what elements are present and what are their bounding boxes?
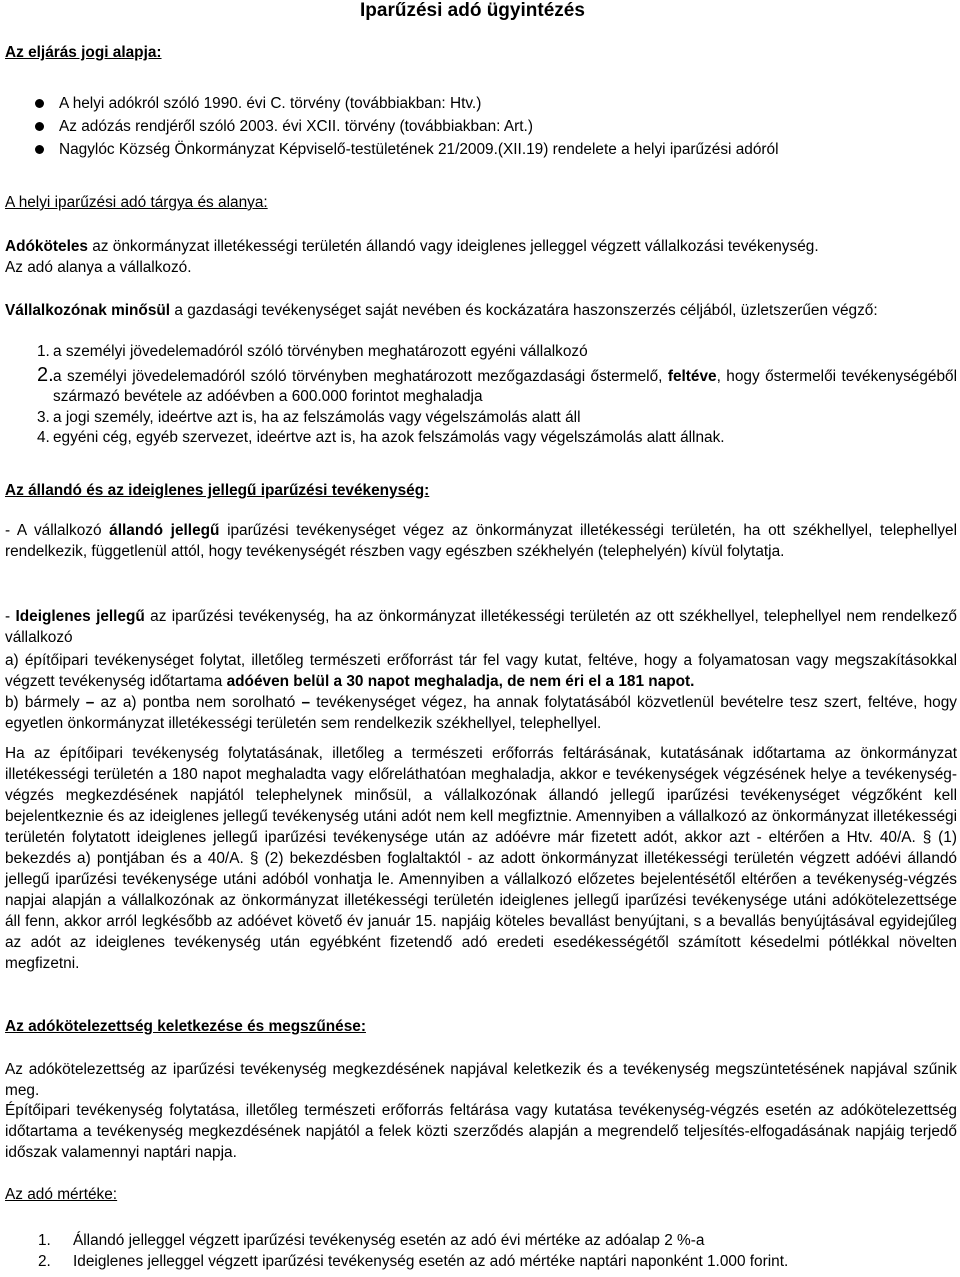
- point-b-paragraph: [5, 692, 957, 734]
- item-text: egyéni cég, egyéb szervezet, ideértve azt is, ha azok felszámolás vagy végelszámolás alatt állnak.: [53, 429, 725, 446]
- taxable-bold: Adóköteles: [5, 238, 88, 255]
- temporary-bold: Ideiglenes jellegű: [15, 608, 145, 625]
- activity-heading: Az állandó és az ideiglenes jellegű iparűzési tevékenység:: [5, 482, 430, 499]
- legal-basis-heading: Az eljárás jogi alapja:: [5, 44, 162, 61]
- item-number: 1.: [38, 1232, 51, 1249]
- entrepreneur-paragraph: [5, 300, 957, 321]
- list-item: Az adózás rendjéről szóló 2003. évi XCII. törvény (továbbiakban: Art.): [35, 115, 779, 138]
- rate-list: [5, 1230, 788, 1272]
- item-number: 2.: [37, 363, 54, 386]
- temporary-text: -: [5, 608, 16, 625]
- item-text: Állandó jelleggel végzett iparűzési tevékenység esetén az adó évi mértéke az adóalap 2 %-a: [73, 1232, 705, 1249]
- liability-paragraph-1: Az adókötelezettség az iparűzési tevékenység megkezdésének napjával keletkezik és a tevékenység megszüntetésének napjával szűnik meg.: [5, 1061, 957, 1099]
- point-a-paragraph: [5, 650, 957, 692]
- point-b-text: tevékenységet végez, ha annak folytatásából közvetlenül bevételre tesz szert, feltéve, hogy egyetlen önkormányzat illetékességi területén sem rendelkezik székhellyel, telephellyel.: [5, 694, 957, 732]
- item-number: 4.: [37, 429, 50, 446]
- item-text: a jogi személy, ideértve azt is, ha az felszámolás vagy végelszámolás alatt áll: [53, 408, 581, 426]
- item-text: Ideiglenes jelleggel végzett iparűzési tevékenység esetén az adó mértéke naptári naponként 1.000 forint.: [73, 1253, 789, 1270]
- item-number: 2.: [38, 1253, 51, 1270]
- entrepreneur-list: [5, 342, 957, 449]
- list-item: [5, 342, 957, 363]
- item-bold: feltéve: [667, 367, 717, 385]
- page-title: Iparűzési adó ügyintézés: [360, 0, 585, 21]
- list-item: [5, 408, 957, 429]
- taxable-paragraph: [5, 236, 957, 278]
- item-number: 1.: [37, 343, 50, 360]
- permanent-text: iparűzési tevékenységet végez az önkormányzat illetékességi területén, ha ott székhellyel, telephellyel rendelkezik, függetlenül attól, hogy tevékenységét részben vagy egészben székhelyén (telephelyén) kívül folytatja.: [5, 522, 957, 560]
- rate-heading-text: Az adó mértéke:: [5, 1186, 118, 1203]
- construction-paragraph: Ha az építőipari tevékenység folytatásának, illetőleg a természeti erőforrás feltárásának, kutatásának időtartama az önkormányzat illetékességi területén a 180 napot meghaladta vagy előreláthatóan meghaladja, akkor e tevékenységek végzésének helye a tevékenység-végzés megkezdésének napjától telephelynek minősül, a vállalkozónak állandó jellegű iparűzési tevékenységet végzőként kell bejelentkeznie és az ideiglenes jellegű tevékenység utáni adót nem kell megfiztnie. Amennyiben a vállalkozó az önkormányzat illetékességi területén folytatott ideiglenes jellegű iparűzési tevékenysége után az adóévre már fizetett adót, akkor azt - eltérően a Htv. 40/A. § (1) bekezdés a) pontjában és a 40/A. § (2) bekezdésben foglaltaktól - az adott önkormányzat illetékességi területén végzett adóévi állandó jellegű iparűzési tevékenysége utáni adóból vonhatja le. Amennyiben a vállalkozó előzetes bejelentésétől eltérően a tevékenység-végzés napjai alapján a vállalkozónak az önkormányzat illetékességi területén ideiglenes jellegű iparűzési tevékenysége utáni adókötelezettsége áll fenn, akkor arról legkésőbb az adóévet követő év január 15. napjáig köteles bevallást benyújtani, s a bevallás benyújtásával egyidejűleg az adót az ideiglenes tevékenység után egyébként fizetendő adó eredeti esedékességétől számított késedelmi pótlékkal növelten megfizetni.: [5, 745, 957, 972]
- rate-heading: [5, 1186, 117, 1204]
- list-item: [5, 428, 957, 449]
- temporary-text: az iparűzési tevékenység, ha az önkormányzat illetékességi területén az ott székhellyel, telephellyel nem rendelkező vállalkozó: [5, 608, 957, 646]
- taxpayer-text: Az adó alanya a vállalkozó.: [5, 259, 192, 276]
- liability-paragraph-2: Építőipari tevékenység folytatása, illetőleg természeti erőforrás feltárása vagy kutatása tevékenység-végzés esetén az adókötelezettség időtartama a tevékenység megkezdésének napjától a felek közti szerződés alapján a megrendelő teljesítés-elfogadásának napjáig terjedő időszak valamennyi naptári napja.: [5, 1102, 957, 1161]
- list-item: [5, 1230, 788, 1251]
- liability-heading: Az adókötelezettség keletkezése és megszűnése:: [5, 1018, 366, 1035]
- point-b-text: b) bármely: [5, 694, 86, 711]
- point-b-text: az a) pontba nem sorolható: [100, 694, 302, 711]
- list-item: Nagylóc Község Önkormányzat Képviselő-testületének 21/2009.(XII.19) rendelete a helyi iparűzési adóról: [35, 138, 779, 161]
- list-item: A helyi adókról szóló 1990. évi C. törvény (továbbiakban: Htv.): [35, 92, 779, 115]
- item-text: a személyi jövedelemadóról szóló törvényben meghatározott egyéni vállalkozó: [53, 343, 588, 360]
- point-a-bold: adóéven belül a 30 napot meghaladja, de nem éri el a 181 napot.: [226, 673, 695, 690]
- permanent-paragraph: [5, 520, 957, 562]
- taxable-text: az önkormányzat illetékességi területén állandó vagy ideiglenes jelleggel végzett vállalkozási tevékenység.: [87, 238, 819, 255]
- entrepreneur-bold: Vállalkozónak minősül: [5, 302, 171, 319]
- permanent-bold: állandó jellegű: [109, 522, 220, 539]
- legal-basis-list: [35, 92, 779, 161]
- list-item: [5, 363, 958, 408]
- temporary-paragraph: [5, 606, 957, 648]
- list-item: [5, 1251, 788, 1272]
- entrepreneur-text: a gazdasági tevékenységet saját nevében és kockázatára haszonszerzés céljából, üzletszerűen végző:: [170, 302, 878, 319]
- point-b-dash: –: [301, 694, 311, 711]
- subject-heading: A helyi iparűzési adó tárgya és alanya:: [5, 194, 268, 211]
- item-number: 3.: [37, 408, 50, 426]
- point-b-dash: –: [85, 694, 101, 711]
- permanent-text: - A vállalkozó: [5, 522, 110, 539]
- item-text: , hogy őstermelői tevékenységéből származó bevétele az adóévben a 600.000 forintot meghaladja: [53, 367, 958, 405]
- point-a-text: a) építőipari tevékenységet folytat, illetőleg természeti erőforrást tár fel vagy kutat, feltéve, hogy a folyamatosan vagy megszakításokkal végzett tevékenység időtartama: [5, 652, 957, 690]
- item-text: a személyi jövedelemadóról szóló törvényben meghatározott mezőgazdasági őstermelő,: [53, 367, 668, 385]
